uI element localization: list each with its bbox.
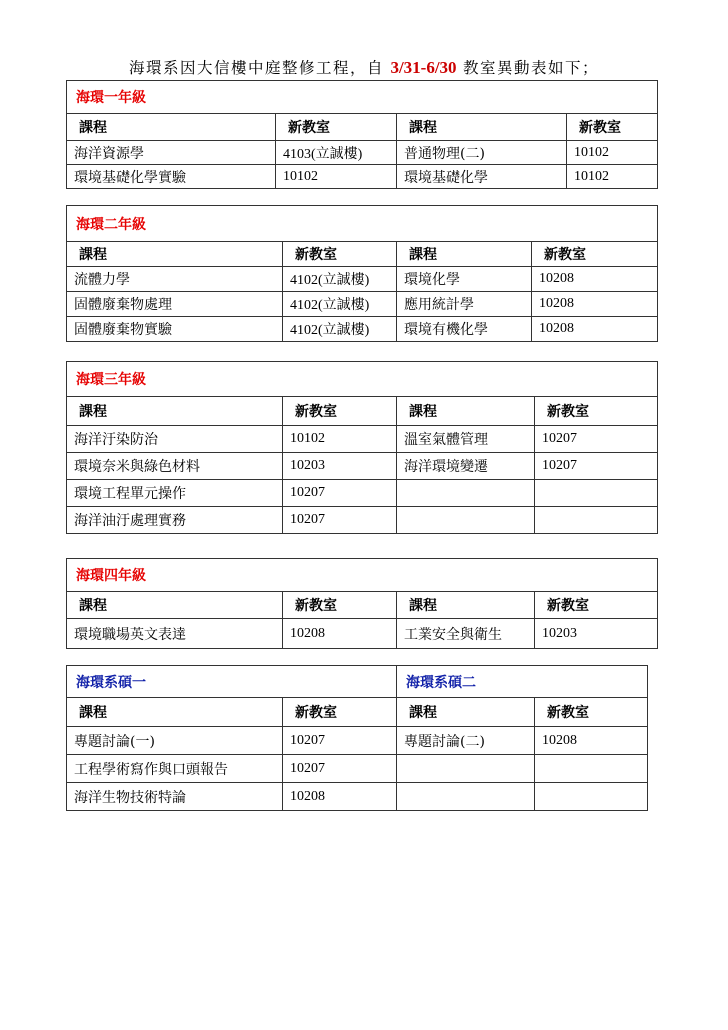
room-cell: 4103(立誠樓) (276, 141, 397, 165)
year2-table (66, 205, 658, 342)
course-cell: 環境有機化學 (397, 317, 532, 342)
room-cell: 10203 (283, 453, 397, 480)
table-row (67, 317, 658, 342)
room-cell: 10207 (283, 755, 397, 783)
room-cell: 10207 (283, 727, 397, 755)
year3-table (66, 361, 658, 534)
course-cell: 海洋環境變遷 (397, 453, 535, 480)
table-row (67, 619, 658, 649)
course-cell: 專題討論(二) (397, 727, 535, 755)
table-row (67, 507, 658, 534)
room-cell: 10208 (532, 317, 658, 342)
col-room: 新教室 (283, 242, 397, 267)
empty-cell (535, 783, 648, 811)
col-course: 課程 (397, 698, 535, 727)
course-cell: 環境奈米與綠色材料 (67, 453, 283, 480)
col-room: 新教室 (535, 698, 648, 727)
table-row (67, 453, 658, 480)
room-cell: 10208 (532, 267, 658, 292)
room-cell: 10208 (532, 292, 658, 317)
col-course: 課程 (67, 592, 283, 619)
year2-title: 海環二年級 (67, 206, 658, 242)
empty-cell (535, 755, 648, 783)
table-row (67, 165, 658, 189)
year1-title: 海環一年級 (67, 81, 658, 114)
course-cell: 海洋資源學 (67, 141, 276, 165)
col-room: 新教室 (276, 114, 397, 141)
room-cell: 10207 (535, 453, 658, 480)
course-cell: 海洋生物技術特論 (67, 783, 283, 811)
course-cell: 工業安全與衛生 (397, 619, 535, 649)
empty-cell (397, 783, 535, 811)
course-cell: 環境基礎化學 (397, 165, 567, 189)
course-cell: 環境基礎化學實驗 (67, 165, 276, 189)
course-cell: 海洋油汙處理實務 (67, 507, 283, 534)
room-cell: 10203 (535, 619, 658, 649)
year1-table (66, 80, 658, 189)
date-range: 3/31-6/30 (390, 58, 457, 77)
course-cell: 固體廢棄物處理 (67, 292, 283, 317)
room-cell: 10207 (283, 507, 397, 534)
course-cell: 固體廢棄物實驗 (67, 317, 283, 342)
col-room: 新教室 (535, 592, 658, 619)
room-cell: 10102 (276, 165, 397, 189)
col-course: 課程 (397, 397, 535, 426)
master1-title: 海環系碩一 (67, 666, 397, 698)
col-course: 課程 (397, 242, 532, 267)
col-course: 課程 (397, 114, 567, 141)
course-cell: 海洋汙染防治 (67, 426, 283, 453)
empty-cell (535, 480, 658, 507)
course-cell: 環境工程單元操作 (67, 480, 283, 507)
col-course: 課程 (67, 114, 276, 141)
course-cell: 應用統計學 (397, 292, 532, 317)
course-cell: 溫室氣體管理 (397, 426, 535, 453)
year4-table (66, 558, 658, 649)
col-room: 新教室 (567, 114, 658, 141)
col-room: 新教室 (283, 698, 397, 727)
course-cell: 普通物理(二) (397, 141, 567, 165)
col-course: 課程 (67, 698, 283, 727)
title-suffix: 教室異動表如下； (456, 59, 599, 77)
room-cell: 4102(立誠樓) (283, 317, 397, 342)
col-course: 課程 (397, 592, 535, 619)
table-row (67, 267, 658, 292)
course-cell: 環境職場英文表達 (67, 619, 283, 649)
table-row (67, 426, 658, 453)
col-course: 課程 (67, 397, 283, 426)
course-cell: 專題討論(一) (67, 727, 283, 755)
course-cell: 工程學術寫作與口頭報告 (67, 755, 283, 783)
empty-cell (397, 507, 535, 534)
table-row (67, 480, 658, 507)
col-room: 新教室 (283, 592, 397, 619)
room-cell: 10207 (283, 480, 397, 507)
room-cell: 4102(立誠樓) (283, 267, 397, 292)
room-cell: 10208 (535, 727, 648, 755)
room-cell: 10208 (283, 619, 397, 649)
table-row (67, 755, 648, 783)
col-room: 新教室 (535, 397, 658, 426)
year4-title: 海環四年級 (67, 559, 658, 592)
course-cell: 流體力學 (67, 267, 283, 292)
room-cell: 10102 (283, 426, 397, 453)
col-room: 新教室 (283, 397, 397, 426)
year3-title: 海環三年級 (67, 362, 658, 397)
room-cell: 10102 (567, 165, 658, 189)
title-prefix: 海環系因大信樓中庭整修工程，自 (129, 59, 391, 77)
table-row (67, 292, 658, 317)
master-table (66, 665, 648, 811)
col-course: 課程 (67, 242, 283, 267)
table-row (67, 783, 648, 811)
empty-cell (535, 507, 658, 534)
master2-title: 海環系碩二 (397, 666, 648, 698)
room-cell: 10207 (535, 426, 658, 453)
empty-cell (397, 755, 535, 783)
room-cell: 4102(立誠樓) (283, 292, 397, 317)
page-title (0, 56, 728, 78)
empty-cell (397, 480, 535, 507)
course-cell: 環境化學 (397, 267, 532, 292)
room-cell: 10102 (567, 141, 658, 165)
table-row (67, 727, 648, 755)
table-row (67, 141, 658, 165)
room-cell: 10208 (283, 783, 397, 811)
col-room: 新教室 (532, 242, 658, 267)
